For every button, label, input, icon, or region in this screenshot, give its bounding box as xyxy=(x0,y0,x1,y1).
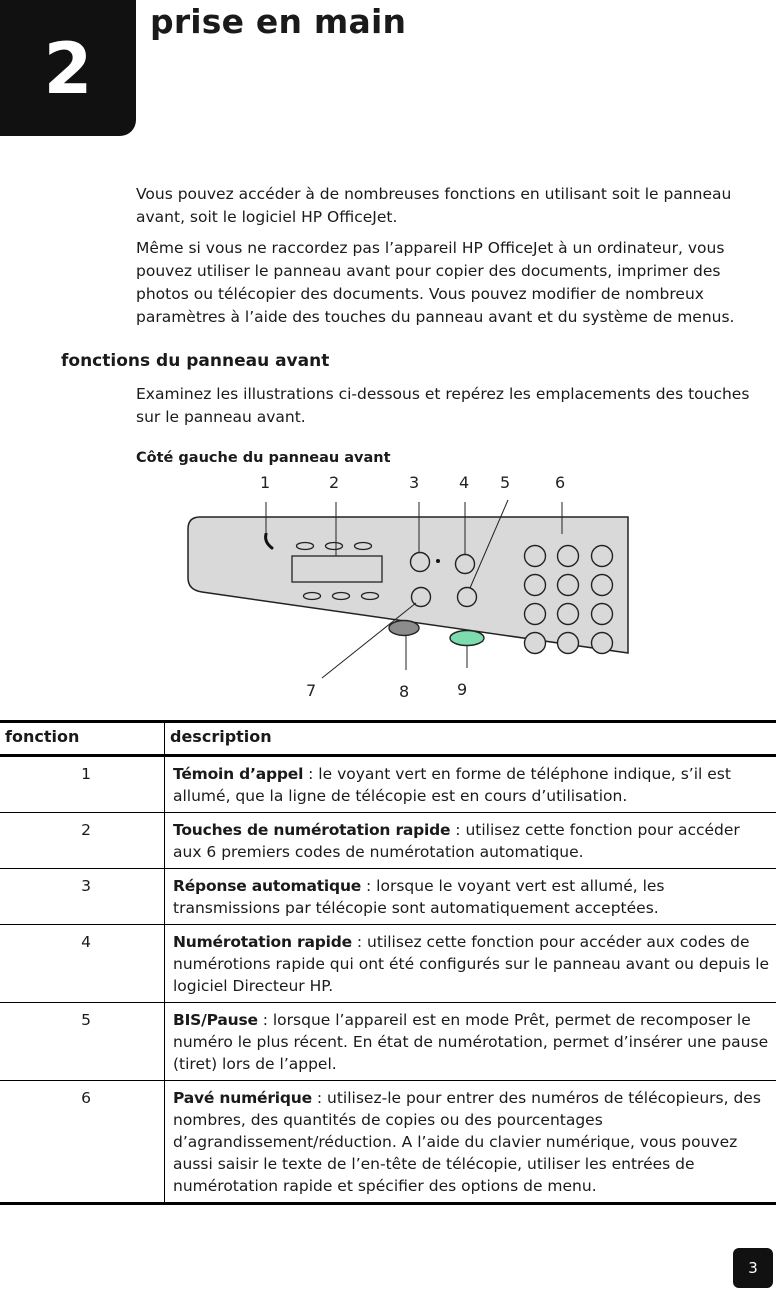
callout-number-9: 9 xyxy=(457,680,468,699)
header-function: fonction xyxy=(0,722,165,756)
speed-dial-button xyxy=(326,543,343,550)
intro-paragraph-1: Vous pouvez accéder à de nombreuses fonctions en utilisant soit le panneau avant, soit le logiciel HP OfficeJet. xyxy=(136,185,732,226)
lcd-display xyxy=(292,556,382,582)
row-text: : le voyant vert en forme de téléphone indique, s’il est allumé, que la ligne de télécopie est en cours d’utilisation. xyxy=(173,765,731,805)
chapter-number-badge xyxy=(0,0,136,136)
table-row xyxy=(0,869,776,925)
row-description xyxy=(165,869,776,925)
setup-button xyxy=(412,588,431,607)
callout-number-5: 5 xyxy=(500,473,511,492)
row-text: : lorsque le voyant vert est allumé, les transmissions par télécopie sont automatiquement acceptées. xyxy=(173,877,665,917)
figure-caption: Côté gauche du panneau avant xyxy=(136,450,391,466)
speed-dial-button xyxy=(362,593,379,600)
row-description xyxy=(165,1003,776,1081)
row-description xyxy=(165,813,776,869)
section-body: Examinez les illustrations ci-dessous et repérez les emplacements des touches sur le panneau avant. xyxy=(136,385,750,426)
keypad-key xyxy=(525,633,546,654)
keypad-key xyxy=(525,604,546,625)
row-number: 2 xyxy=(0,813,165,869)
callout-number-4: 4 xyxy=(459,473,470,492)
stop-button xyxy=(389,621,419,636)
speed-dial-button xyxy=(355,543,372,550)
table-row xyxy=(0,925,776,1003)
row-term: Pavé numérique xyxy=(173,1089,312,1107)
row-description xyxy=(165,925,776,1003)
chapter-number: 2 xyxy=(43,28,93,110)
row-description xyxy=(165,756,776,813)
row-number: 5 xyxy=(0,1003,165,1081)
speed-dial-access-button xyxy=(456,555,475,574)
keypad-key xyxy=(558,604,579,625)
keypad-key xyxy=(525,546,546,567)
row-term: Touches de numérotation rapide xyxy=(173,821,451,839)
row-term: BIS/Pause xyxy=(173,1011,258,1029)
row-description xyxy=(165,1081,776,1204)
speed-dial-button xyxy=(304,593,321,600)
table-header-row xyxy=(0,722,776,756)
keypad-key xyxy=(592,575,613,596)
callout-number-8: 8 xyxy=(399,682,410,701)
redial-pause-button xyxy=(458,588,477,607)
page-number: 3 xyxy=(733,1248,773,1288)
table-row xyxy=(0,756,776,813)
intro-paragraph-2: Même si vous ne raccordez pas l’appareil HP OfficeJet à un ordinateur, vous pouvez utiliser le panneau avant pour copier des documents, imprimer des photos ou télécopier des documents. Vous pouvez modifier de nombreux paramètres à l’aide des touches du panneau avant et du système de menus. xyxy=(136,239,735,326)
speed-dial-button xyxy=(297,543,314,550)
start-button xyxy=(450,631,484,646)
auto-answer-button xyxy=(411,553,430,572)
header-description: description xyxy=(165,722,776,756)
table-row xyxy=(0,1003,776,1081)
chapter-title: prise en main xyxy=(150,2,407,41)
row-term: Témoin d’appel xyxy=(173,765,304,783)
row-text: : lorsque l’appareil est en mode Prêt, permet de recomposer le numéro le plus récent. En état de numérotation, permet d’insérer une pause (tiret) lors de l’appel. xyxy=(173,1011,769,1073)
front-panel-illustration xyxy=(180,470,640,706)
row-text: : utilisez cette fonction pour accéder aux codes de numérotions rapide qui ont été configurés sur le panneau avant ou depuis le logiciel Directeur HP. xyxy=(173,933,770,995)
callout-number-7: 7 xyxy=(306,681,317,700)
keypad-key xyxy=(558,575,579,596)
indicator-dot xyxy=(436,559,440,563)
callout-number-3: 3 xyxy=(409,473,420,492)
row-text: : utilisez-le pour entrer des numéros de télécopieurs, des nombres, des quantités de copies ou des pourcentages d’agrandissement/réduction. A l’aide du clavier numérique, vous pouvez aussi saisir le texte de l’en-tête de télécopie, utiliser les entrées de numérotation rapide et spécifier des options de menu. xyxy=(173,1089,761,1195)
keypad-key xyxy=(592,604,613,625)
keypad-key xyxy=(558,546,579,567)
speed-dial-button xyxy=(333,593,350,600)
row-term: Réponse automatique xyxy=(173,877,362,895)
row-number: 6 xyxy=(0,1081,165,1204)
section-heading: fonctions du panneau avant xyxy=(61,351,330,371)
keypad-key xyxy=(592,546,613,567)
row-number: 3 xyxy=(0,869,165,925)
table-row xyxy=(0,813,776,869)
keypad-key xyxy=(592,633,613,654)
function-table xyxy=(0,720,776,1205)
callout-number-6: 6 xyxy=(555,473,566,492)
keypad-key xyxy=(558,633,579,654)
callout-number-1: 1 xyxy=(260,473,271,492)
callout-number-2: 2 xyxy=(329,473,340,492)
row-term: Numérotation rapide xyxy=(173,933,352,951)
row-number: 1 xyxy=(0,756,165,813)
row-number: 4 xyxy=(0,925,165,1003)
keypad-key xyxy=(525,575,546,596)
table-row xyxy=(0,1081,776,1204)
row-text: : utilisez cette fonction pour accéder aux 6 premiers codes de numérotation automatique. xyxy=(173,821,740,861)
